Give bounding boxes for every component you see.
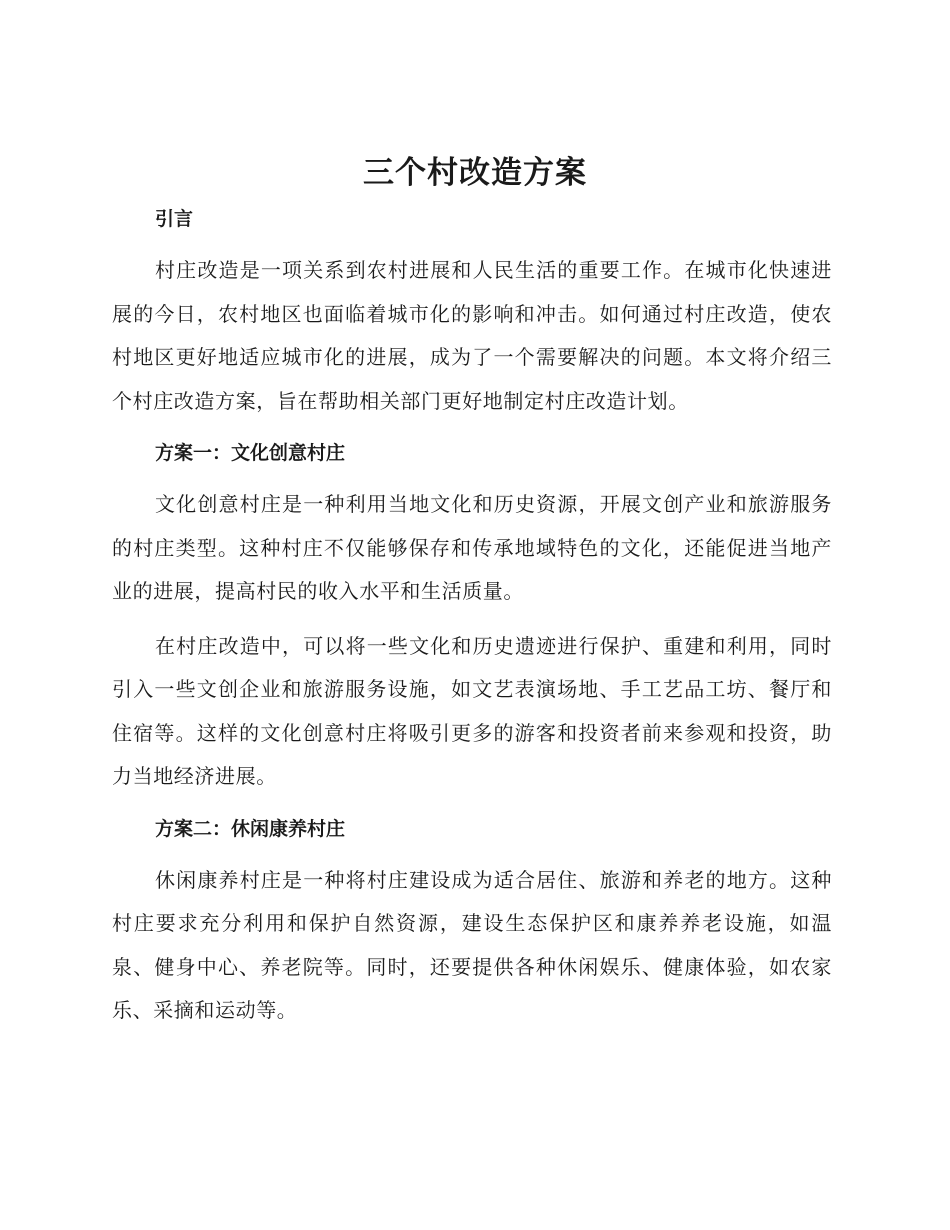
section-heading-plan-one: 方案一：文化创意村庄 xyxy=(155,442,346,464)
plan-two-paragraph-1: 休闲康养村庄是一种将村庄建设成为适合居住、旅游和养老的地方。这种村庄要求充分利用和保护自然资源，建设生态保护区和康养养老设施，如温泉、健身中心、养老院等。同时，还要提供各种休闲娱乐、健康体验，如农家乐、采摘和运动等。 xyxy=(112,867,832,1022)
plan-one-paragraph-2: 在村庄改造中，可以将一些文化和历史遗迹进行保护、重建和利用，同时引入一些文创企业和旅游服务设施，如文艺表演场地、手工艺品工坊、餐厅和住宿等。这样的文化创意村庄将吸引更多的游客和投资者前来参观和投资，助力当地经济进展。 xyxy=(112,633,832,788)
document-title: 三个村改造方案 xyxy=(363,155,587,191)
document-body xyxy=(112,200,832,1044)
plan-one-paragraph-1: 文化创意村庄是一种利用当地文化和历史资源，开展文创产业和旅游服务的村庄类型。这种村庄不仅能够保存和传承地域特色的文化，还能促进当地产业的进展，提高村民的收入水平和生活质量。 xyxy=(112,492,832,603)
section-heading-intro: 引言 xyxy=(155,208,194,230)
intro-paragraph: 村庄改造是一项关系到农村进展和人民生活的重要工作。在城市化快速进展的今日，农村地区也面临着城市化的影响和冲击。如何通过村庄改造，使农村地区更好地适应城市化的进展，成为了一个需要解决的问题。本文将介绍三个村庄改造方案，旨在帮助相关部门更好地制定村庄改造计划。 xyxy=(112,258,832,413)
section-heading-plan-two: 方案二：休闲康养村庄 xyxy=(155,817,346,840)
